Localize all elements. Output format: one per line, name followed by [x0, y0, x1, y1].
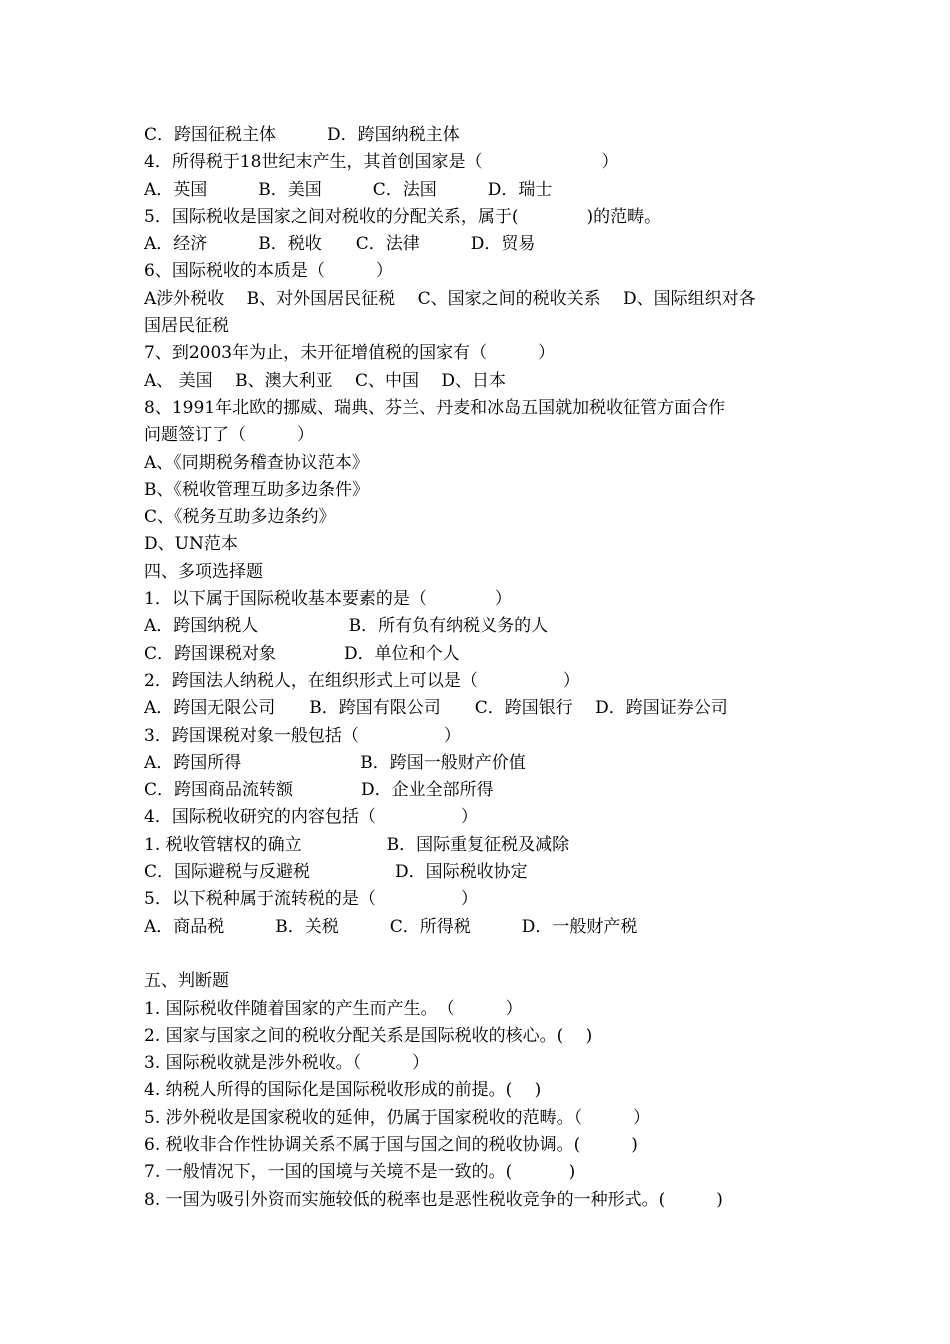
document-body [144, 122, 824, 1214]
text-line: 问题签订了（ ） [144, 425, 314, 446]
text-line: 6. 税收非合作性协调关系不属于国与国之间的税收协调。( ) [144, 1134, 638, 1155]
text-line: 8、1991年北欧的挪威、瑞典、芬兰、丹麦和冰岛五国就加税收征管方面合作 [144, 397, 726, 418]
text-line: 8. 一国为吸引外资而实施较低的税率也是恶性税收竞争的一种形式。( ) [144, 1189, 723, 1210]
text-line: 5．国际税收是国家之间对税收的分配关系，属于( )的范畴。 [144, 206, 662, 227]
text-line: D、UN范本 [144, 534, 238, 555]
text-line: 3．跨国课税对象一般包括（ ） [144, 725, 461, 746]
text-line: 3. 国际税收就是涉外税收。（ ） [144, 1053, 430, 1074]
text-line: 1．以下属于国际税收基本要素的是（ ） [144, 589, 512, 610]
text-line: 4. 纳税人所得的国际化是国际税收形成的前提。( ) [144, 1080, 542, 1101]
text-line: C．跨国商品流转额 D．企业全部所得 [144, 780, 494, 801]
text-line: 2．跨国法人纳税人，在组织形式上可以是（ ） [144, 670, 580, 691]
text-line: 1. 税收管辖权的确立 B．国际重复征税及减除 [144, 834, 570, 855]
section-heading: 四、多项选择题 [144, 561, 263, 582]
text-line: A涉外税收 B、对外国居民征税 C、国家之间的税收关系 D、国际组织对各 [144, 288, 756, 309]
section-heading: 五、判断题 [144, 971, 229, 992]
text-line: A．跨国纳税人 B．所有负有纳税义务的人 [144, 616, 549, 637]
text-line: A．跨国所得 B．跨国一般财产价值 [144, 752, 526, 773]
text-line: 4．国际税收研究的内容包括（ ） [144, 807, 478, 828]
text-line: A．商品税 B．关税 C．所得税 D．一般财产税 [144, 916, 638, 937]
text-line: A、《同期税务稽查协议范本》 [144, 452, 369, 473]
text-line: 7. 一般情况下，一国的国境与关境不是一致的。( ) [144, 1162, 576, 1183]
text-line: A．英国 B．美国 C．法国 D．瑞士 [144, 179, 553, 200]
text-line: 2. 国家与国家之间的税收分配关系是国际税收的核心。( ) [144, 1025, 593, 1046]
text-line: 国居民征税 [144, 316, 229, 337]
text-line: A．跨国无限公司 B．跨国有限公司 C．跨国银行 D．跨国证券公司 [144, 698, 728, 719]
text-line: C．国际避税与反避税 D．国际税收协定 [144, 862, 528, 883]
text-line: A．经济 B．税收 C．法律 D．贸易 [144, 234, 536, 255]
text-line: 5．以下税种属于流转税的是（ ） [144, 889, 478, 910]
text-line: C、《税务互助多边条约》 [144, 507, 336, 528]
text-line: C．跨国课税对象 D．单位和个人 [144, 643, 460, 664]
text-line: C．跨国征税主体 D．跨国纳税主体 [144, 125, 460, 145]
text-line: 6、国际税收的本质是（ ） [144, 261, 393, 282]
text-line: B、《税收管理互助多边条件》 [144, 479, 369, 500]
text-line: A、 美国 B、澳大利亚 C、中国 D、日本 [144, 370, 507, 391]
text-line: 7、到2003年为止，未开征增值税的国家有（ ） [144, 343, 556, 364]
text-line: 5. 涉外税收是国家税收的延伸，仍属于国家税收的范畴。（ ） [144, 1107, 651, 1128]
text-line: 1. 国际税收伴随着国家的产生而产生。 （ ） [144, 998, 523, 1019]
text-line: 4．所得税于18世纪末产生，其首创国家是（ ） [144, 152, 619, 173]
blank-line [144, 941, 824, 968]
